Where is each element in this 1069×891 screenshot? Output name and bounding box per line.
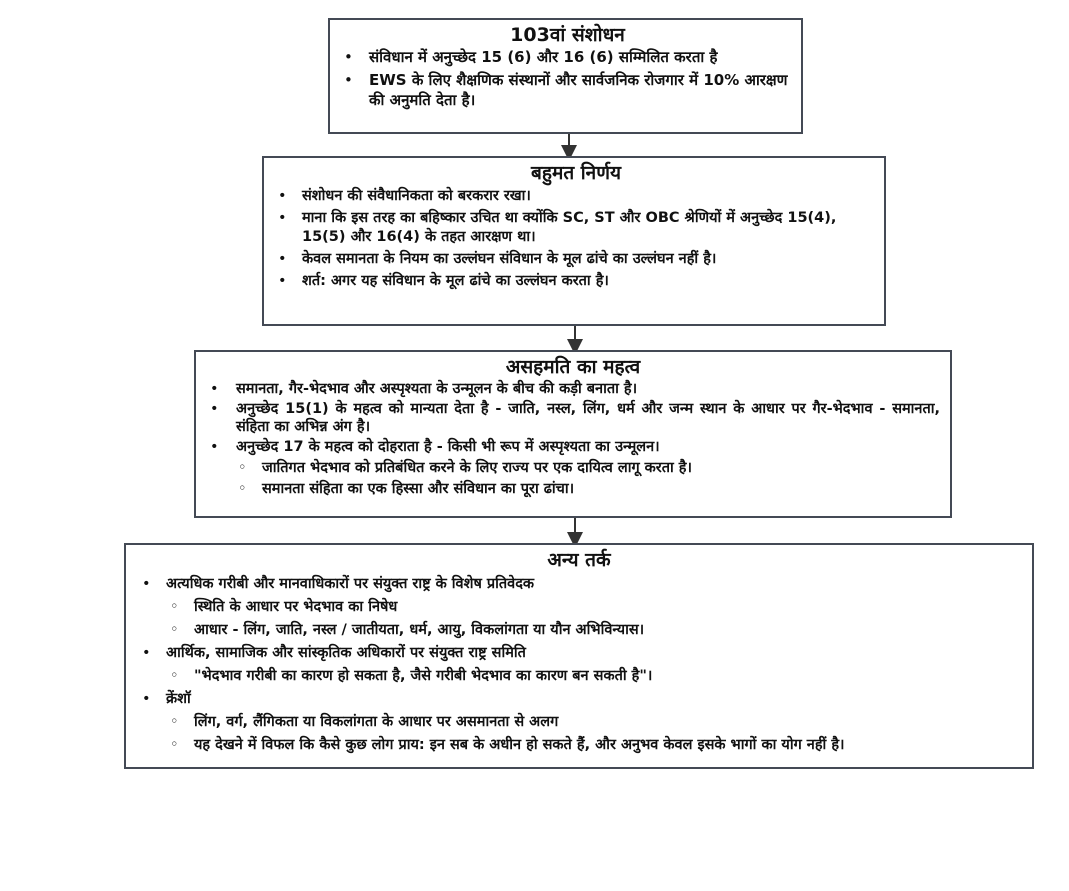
bullet-list [136, 575, 1022, 755]
bullet-item: • अनुच्छेद 15(1) के महत्व को मान्यता देता है - जाति, नस्ल, लिंग, धर्म और जन्म स्थान के आधार पर गैर-भेदभाव - समानता, संहिता का अभिन्न अंग है। [206, 400, 940, 436]
sub-bullet-item: ◦ स्थिति के आधार पर भेदभाव का निषेध [136, 598, 1022, 617]
bullet-item: • संविधान में अनुच्छेद 15 (6) और 16 (6) सम्मिलित करता है [342, 47, 793, 67]
bullet-item: • EWS के लिए शैक्षणिक संस्थानों और सार्वजनिक रोजगार में 10% आरक्षण की अनुमति देता है। [342, 70, 793, 110]
bullet-item: • अनुच्छेद 17 के महत्व को दोहराता है - किसी भी रूप में अस्पृश्यता का उन्मूलन। [206, 438, 940, 456]
sub-bullet-item: ◦ आधार - लिंग, जाति, नस्ल / जातीयता, धर्म, आयु, विकलांगता या यौन अभिविन्यास। [136, 621, 1022, 640]
bullet-item: • अत्यधिक गरीबी और मानवाधिकारों पर संयुक्त राष्ट्र के विशेष प्रतिवेदक [136, 575, 1022, 594]
sub-bullet-item: ◦ लिंग, वर्ग, लैंगिकता या विकलांगता के आधार पर असमानता से अलग [136, 713, 1022, 732]
bullet-item: • संशोधन की संवैधानिकता को बरकरार रखा। [276, 187, 876, 206]
box-title: बहुमत निर्णय [531, 162, 621, 184]
box-majority-verdict [262, 156, 886, 326]
sub-bullet-item: ◦ जातिगत भेदभाव को प्रतिबंधित करने के लिए राज्य पर एक दायित्व लागू करता है। [206, 459, 940, 477]
bullet-list [342, 47, 793, 110]
bullet-item: • आर्थिक, सामाजिक और सांस्कृतिक अधिकारों पर संयुक्त राष्ट्र समिति [136, 644, 1022, 663]
box-title: अन्य तर्क [547, 549, 611, 571]
box-dissent-significance [194, 350, 952, 518]
bullet-list [206, 380, 940, 498]
bullet-item: • माना कि इस तरह का बहिष्कार उचित था क्योंकि SC, ST और OBC श्रेणियों में अनुच्छेद 15(4), 15(5) और 16(4) के तहत आरक्षण था। [276, 209, 876, 247]
sub-bullet-item: ◦ यह देखने में विफल कि कैसे कुछ लोग प्राय: इन सब के अधीन हो सकते हैं, और अनुभव केवल इसके भागों का योग नहीं है। [136, 736, 1022, 755]
box-103rd-amendment [328, 18, 803, 134]
sub-bullet-item: ◦ "भेदभाव गरीबी का कारण हो सकता है, जैसे गरीबी भेदभाव का कारण बन सकती है"। [136, 667, 1022, 686]
bullet-list [276, 187, 876, 291]
bullet-item: • केवल समानता के नियम का उल्लंघन संविधान के मूल ढांचे का उल्लंघन नहीं है। [276, 250, 876, 269]
bullet-item: • समानता, गैर-भेदभाव और अस्पृश्यता के उन्मूलन के बीच की कड़ी बनाता है। [206, 380, 940, 398]
box-title: असहमति का महत्व [505, 356, 641, 378]
bullet-item: • शर्त: अगर यह संविधान के मूल ढांचे का उल्लंघन करता है। [276, 272, 876, 291]
sub-bullet-item: ◦ समानता संहिता का एक हिस्सा और संविधान का पूरा ढांचा। [206, 480, 940, 498]
box-title: 103वां संशोधन [510, 24, 625, 46]
bullet-item: • क्रेंशॉ [136, 690, 1022, 709]
box-other-arguments [124, 543, 1034, 769]
